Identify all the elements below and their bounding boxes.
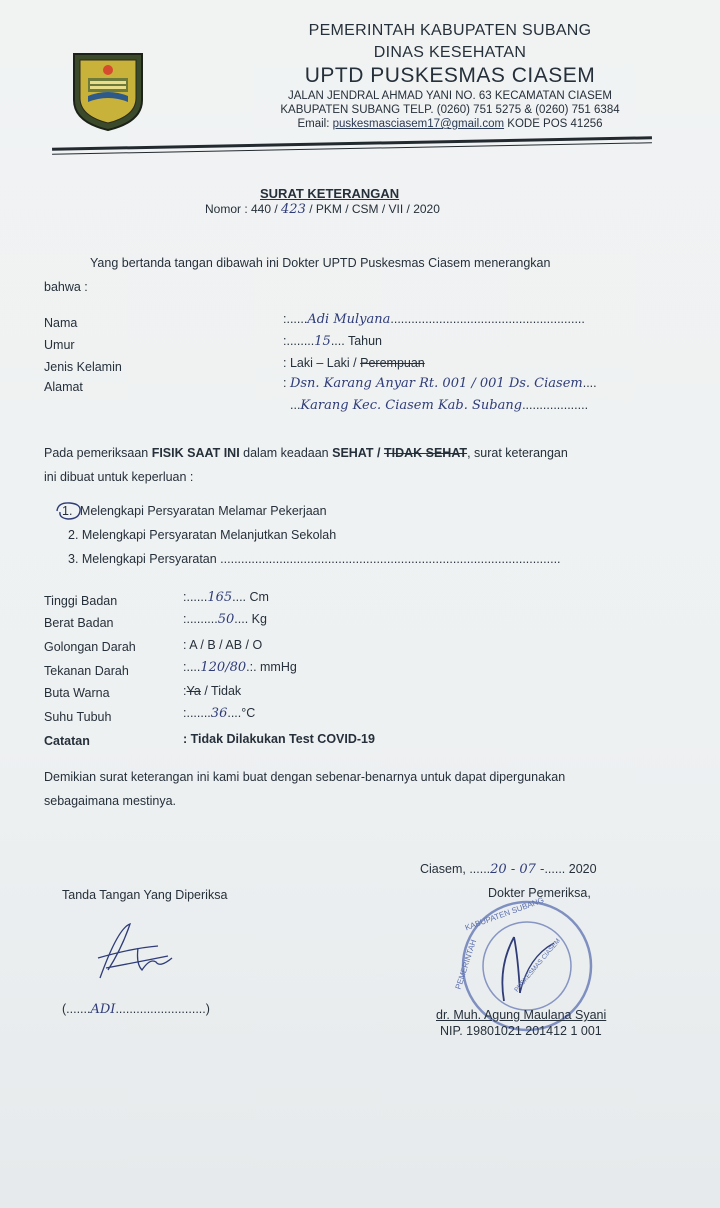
umur-value: 15	[314, 334, 331, 349]
date-year: ...... 2020	[544, 862, 597, 876]
alamat-field-2: ...Karang Kec. Ciasem Kab. Subang...................	[290, 398, 589, 413]
purpose-item-3: 3. Melengkapi Persyaratan ..................................................................................................	[68, 552, 561, 566]
purpose-intro: ini dibuat untuk keperluan :	[44, 470, 194, 484]
stamp-text-side: PEMERINTAH	[453, 938, 479, 991]
td-field: :....120/80.:. mmHg	[183, 660, 297, 675]
alamat-field-1: : Dsn. Karang Anyar Rt. 001 / 001 Ds. Ciasem....	[283, 376, 597, 391]
umur-field: :........15.... Tahun	[283, 334, 383, 349]
address-line-1: JALAN JENDRAL AHMAD YANI NO. 63 KECAMATAN CIASEM	[288, 90, 612, 102]
nomor-prefix: Nomor : 440 /	[205, 202, 282, 216]
tb-value: 165	[207, 590, 233, 605]
clinic-name: UPTD PUSKESMAS CIASEM	[304, 64, 596, 87]
bb-label: Berat Badan	[44, 616, 114, 630]
circle-mark-icon	[54, 500, 84, 522]
umur-unit: .... Tahun	[330, 334, 383, 348]
jk-struck: Perempuan	[360, 356, 425, 370]
bw-field: :Ya / Tidak	[183, 684, 242, 698]
document-number	[205, 202, 440, 217]
stamp-text-center: PUSKESMAS CIASEM	[513, 937, 562, 994]
nama-value: Adi Mulyana	[307, 312, 391, 327]
gd-value: : A / B / AB / O	[183, 638, 263, 652]
document-title: SURAT KETERANGAN	[260, 186, 400, 201]
bw-label: Buta Warna	[44, 686, 110, 700]
exam-text-tidak-sehat: TIDAK SEHAT	[383, 446, 468, 460]
email-link[interactable]: puskesmasciasem17@gmail.com	[332, 118, 505, 130]
email-line	[200, 118, 700, 130]
st-label: Suhu Tubuh	[44, 710, 112, 724]
st-value: 36	[210, 706, 228, 721]
subang-regency-logo	[62, 48, 154, 134]
td-value: 120/80	[200, 660, 247, 675]
bahwa-text: bahwa :	[44, 280, 88, 294]
postal-code: KODE POS 41256	[504, 118, 603, 130]
closing-line-2: sebagaimana mestinya.	[44, 794, 177, 808]
date-handwritten: 20 - 07 -	[490, 862, 545, 877]
exam-text-f: , surat keterangan	[467, 446, 568, 460]
exam-text-c: dalam keadaan	[239, 446, 333, 460]
purpose-item-2: 2. Melengkapi Persyaratan Melanjutkan Sekolah	[68, 528, 337, 542]
closing-line-1: Demikian surat keterangan ini kami buat dengan sebenar-benarnya untuk dapat dipergunakan	[44, 770, 566, 784]
address-line-2: KABUPATEN SUBANG TELP. (0260) 751 5275 & (0260) 751 6384	[280, 104, 620, 116]
nomor-suffix: / PKM / CSM / VII / 2020	[305, 202, 440, 216]
catatan-value: : Tidak Dilakukan Test COVID-19	[183, 732, 375, 746]
gd-label: Golongan Darah	[44, 640, 136, 654]
date-line	[420, 862, 597, 877]
alamat-line-2: Karang Kec. Ciasem Kab. Subang	[300, 398, 523, 413]
intro-text: Yang bertanda tangan dibawah ini Dokter UPTD Puskesmas Ciasem menerangkan	[90, 256, 551, 270]
doctor-name: dr. Muh. Agung Maulana Syani	[436, 1008, 607, 1022]
nomor-handwritten: 423	[281, 202, 306, 217]
doctor-nip: NIP. 19801021 201412 1 001	[440, 1024, 602, 1038]
exam-text-a: Pada pemeriksaan	[44, 446, 152, 460]
tb-field: :......165.... Cm	[183, 590, 269, 605]
bw-struck: Ya	[186, 684, 201, 698]
catatan-label: Catatan	[44, 734, 90, 748]
alamat-label: Alamat	[44, 380, 83, 394]
email-label: Email:	[297, 118, 333, 130]
patient-signature	[78, 918, 188, 988]
agency-name: DINAS KESEHATAN	[373, 44, 527, 61]
nama-label: Nama	[44, 316, 78, 330]
jk-value: : Laki – Laki /	[283, 356, 361, 370]
tb-label: Tinggi Badan	[44, 594, 118, 608]
exam-text-fisik: FISIK SAAT INI	[151, 446, 240, 460]
jk-label: Jenis Kelamin	[44, 360, 122, 374]
patient-name-line: (.......ADI..........................)	[62, 1002, 210, 1017]
exam-paragraph	[44, 446, 568, 460]
td-label: Tekanan Darah	[44, 664, 129, 678]
bb-value: 50	[217, 612, 235, 627]
stamp-text-top: KABUPATEN SUBANG	[463, 895, 546, 933]
umur-label: Umur	[44, 338, 75, 352]
nama-field: :......Adi Mulyana........................................................	[283, 312, 585, 327]
purpose-item-1	[58, 504, 327, 518]
gov-name: PEMERINTAH KABUPATEN SUBANG	[308, 22, 592, 39]
date-place: Ciasem, ......	[420, 862, 491, 876]
jk-field	[283, 356, 425, 370]
doctor-sign-label: Dokter Pemeriksa,	[488, 886, 591, 900]
alamat-line-1: Dsn. Karang Anyar Rt. 001 / 001 Ds. Ciasem	[289, 376, 583, 391]
patient-sign-label: Tanda Tangan Yang Diperiksa	[62, 888, 228, 902]
exam-text-sehat: SEHAT /	[332, 446, 384, 460]
st-field: :.......36....°C	[183, 706, 256, 721]
bb-field: :.........50.... Kg	[183, 612, 267, 627]
purpose-item-1-text: Melengkapi Persyaratan Melamar Pekerjaan	[79, 504, 327, 518]
patient-name-handwritten: ADI	[90, 1002, 116, 1017]
purpose-item-1-num: 1.	[58, 504, 76, 518]
